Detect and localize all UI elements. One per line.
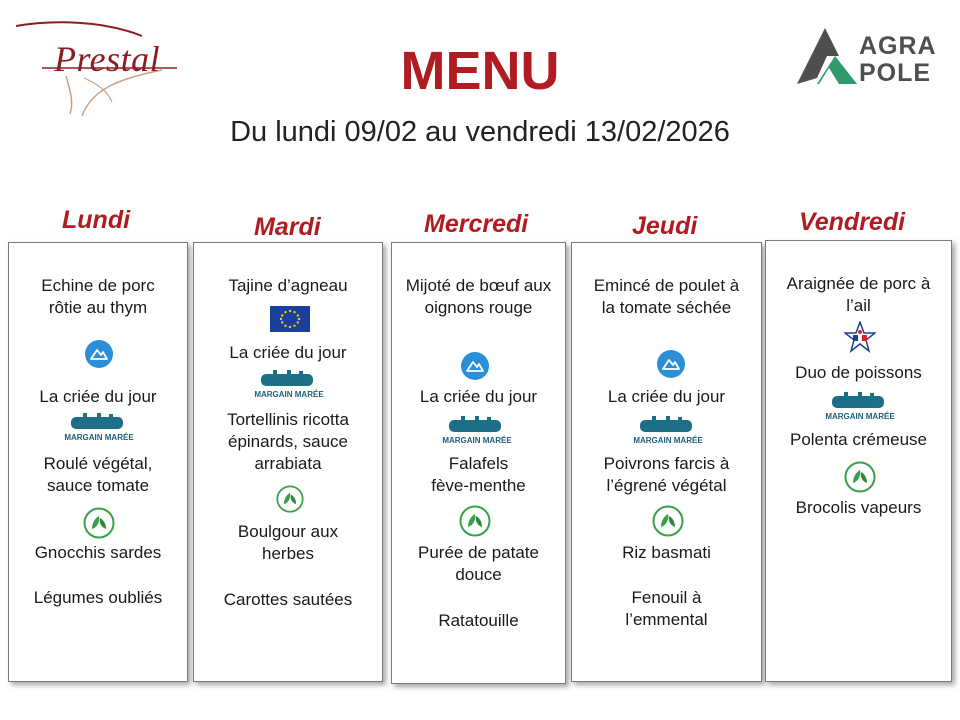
- day-column-vendredi: [765, 240, 952, 682]
- vegetarian-leaf-icon: [652, 505, 684, 537]
- page-title: MENU: [400, 41, 560, 101]
- menu-item: Légumes oubliés: [33, 588, 163, 607]
- margain-maree-logo-icon: [249, 370, 329, 400]
- day-name-lundi: Lundi: [62, 206, 131, 234]
- menu-item: Araignée de porc à l’ail: [786, 274, 931, 315]
- vegetarian-leaf-icon: [459, 505, 491, 537]
- agrapole-line1: AGRA: [859, 32, 937, 60]
- menu-item: Boulgour aux herbes: [237, 522, 339, 563]
- svg-text:MARGAIN MARÉE: MARGAIN MARÉE: [254, 390, 324, 399]
- eu-flag-icon: [270, 306, 310, 332]
- margain-maree-logo-icon: [628, 416, 708, 446]
- menu-item: Riz basmati: [622, 543, 711, 562]
- menu-item: La criée du jour: [419, 387, 538, 406]
- menu-item: Roulé végétal, sauce tomate: [43, 454, 153, 495]
- menu-item: La criée du jour: [607, 387, 726, 406]
- menu-item: Polenta crémeuse: [789, 430, 928, 449]
- menu-item: Mijoté de bœuf aux oignons rouge: [405, 276, 552, 317]
- day-name-mardi: Mardi: [254, 213, 321, 241]
- svg-text:MARGAIN MARÉE: MARGAIN MARÉE: [825, 412, 895, 421]
- mountain-badge-icon: [84, 339, 114, 369]
- day-column-lundi: [8, 242, 188, 682]
- menu-item: Brocolis vapeurs: [795, 498, 922, 517]
- agrapole-line2: POLE: [859, 59, 932, 87]
- menu-item: Tajine d’agneau: [228, 276, 348, 295]
- menu-item: Purée de patate douce: [418, 543, 539, 584]
- menu-item: Emincé de poulet à la tomate séchée: [593, 276, 740, 317]
- day-column-jeudi: [571, 242, 762, 682]
- menu-item: Falafels fève-menthe: [431, 454, 526, 495]
- day-name-jeudi: Jeudi: [632, 212, 698, 240]
- menu-item: Carottes sautées: [223, 590, 353, 609]
- day-name-mercredi: Mercredi: [424, 210, 529, 238]
- menu-item: La criée du jour: [229, 343, 347, 362]
- day-name-vendredi: Vendredi: [799, 208, 906, 236]
- mountain-badge-icon: [460, 351, 490, 381]
- vegetarian-leaf-icon: [83, 507, 115, 539]
- menu-item: La criée du jour: [39, 387, 157, 406]
- vegetarian-leaf-icon: [276, 485, 304, 513]
- margain-maree-logo-icon: [59, 413, 139, 443]
- page-subtitle: Du lundi 09/02 au vendredi 13/02/2026: [230, 116, 730, 148]
- menu-item: Echine de porc rôtie au thym: [41, 276, 155, 317]
- svg-text:MARGAIN MARÉE: MARGAIN MARÉE: [442, 436, 512, 445]
- svg-text:MARGAIN MARÉE: MARGAIN MARÉE: [633, 436, 703, 445]
- vegetarian-leaf-icon: [844, 461, 876, 493]
- margain-maree-logo-icon: [437, 416, 517, 446]
- day-column-mardi: [193, 242, 383, 682]
- day-column-mercredi: [391, 242, 566, 684]
- prestal-wordmark: Prestal: [54, 39, 161, 79]
- le-porc-francais-icon: [844, 321, 876, 353]
- mountain-badge-icon: [656, 349, 686, 379]
- menu-item: Gnocchis sardes: [34, 543, 162, 562]
- margain-maree-logo-icon: [820, 392, 900, 422]
- menu-item: Duo de poissons: [795, 363, 922, 382]
- svg-text:MARGAIN MARÉE: MARGAIN MARÉE: [64, 433, 134, 442]
- menu-item: Poivrons farcis à l’égrené végétal: [603, 454, 730, 495]
- menu-item: Fenouil à l’emmental: [625, 588, 708, 629]
- menu-item: Tortellinis ricotta épinards, sauce arrabiata: [227, 410, 349, 473]
- menu-item: Ratatouille: [438, 611, 519, 630]
